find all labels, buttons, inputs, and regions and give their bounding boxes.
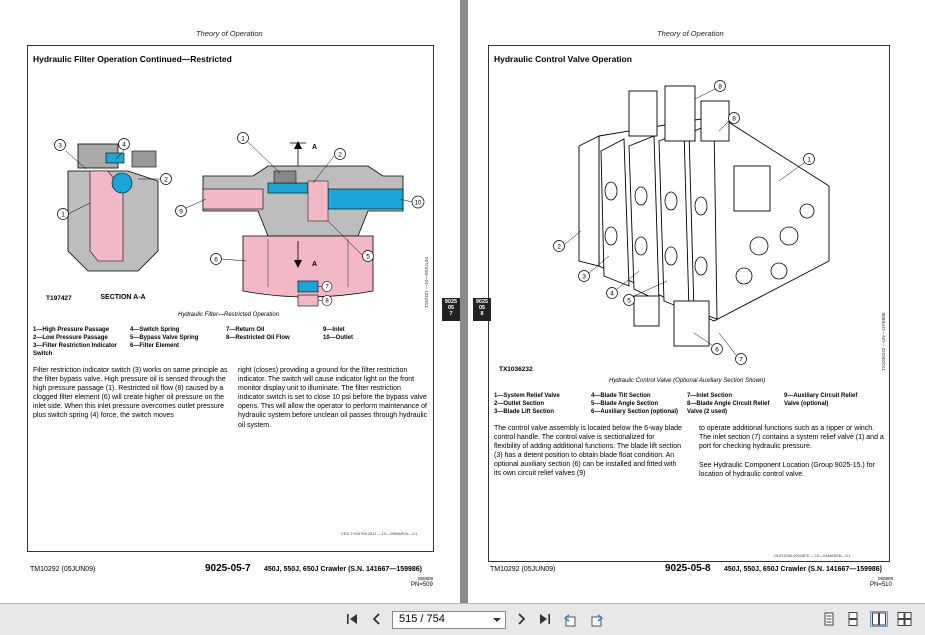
content-box — [488, 45, 890, 562]
first-page-button[interactable] — [344, 612, 360, 628]
legend-item: 5—Bypass Valve Spring — [130, 335, 199, 341]
legend-item: Valve (2 used) — [687, 409, 728, 415]
previous-page-button[interactable] — [369, 612, 385, 628]
go-forward-button[interactable] — [588, 612, 604, 628]
last-page-button[interactable] — [537, 612, 553, 628]
last-page-icon — [538, 612, 552, 626]
legend-col-1 — [494, 392, 560, 416]
legend-item: 9—Inlet — [323, 327, 345, 333]
body-text-col-1: The control valve assembly is located below the 6-way blade control handle. The control valve is sectionalized for flexibility of adding additional functions. The blade lift section (3) has a detent position to obtain blade float condition. An optional auxiliary section (6) can be installed and fitted with its own circuit relief valves (9) — [494, 425, 682, 478]
arrow-label: A — [312, 144, 318, 151]
callout-label: 1 — [807, 156, 811, 164]
footer-doc-id: TM10292 (05JUN09) — [30, 566, 96, 573]
callout-label: 8 — [732, 115, 736, 123]
body-text-col-2: right (closes) providing a ground for the filter restriction indicator. The switch will cause indicator light on the front monitor display unit to illuminate. The filter restriction indicator switch is set to close 10 psi before the bypass valve opens. This will allow the operator to perform maintenance of hydraulic system before unclean oil passes through hydraulic oil system. — [238, 367, 428, 429]
two-page-continuous-view-button[interactable] — [897, 612, 911, 626]
page-number-select[interactable] — [392, 611, 506, 629]
body-text-col-1: Filter restriction indicator switch (3) works on same principle as the filter bypass valve. High pressure oil is sensed through the high pressure passage (1). Restricted oil flow (8) caused by a clogged filter element (6) will create higher oil pressure on the inlet side. When this inlet pressure overcomes outlet pressure plus switch spring (4) force, the switch moves — [33, 367, 228, 420]
legend-item: 3—Blade Lift Section — [494, 409, 555, 415]
callout-label: 3 — [582, 273, 586, 281]
legend-col-1 — [33, 326, 117, 358]
page-gutter — [460, 0, 468, 603]
legend-item: 1—High Pressure Passage — [33, 327, 110, 333]
page-header: Theory of Operation — [657, 29, 724, 38]
figure-id: T197427 — [46, 295, 72, 302]
section-tab: 9025 05 8 — [473, 298, 491, 321]
callout-label: 3 — [58, 142, 62, 150]
callout-label: 4 — [610, 290, 614, 298]
back-view-icon — [563, 612, 579, 628]
callout-label: 2 — [557, 243, 561, 251]
legend-item: 9—Auxiliary Circuit Relief — [784, 393, 858, 399]
figure-vertical-code: T197427 —19—09JUL04 — [424, 256, 429, 308]
section-tab: 9025 05 7 — [442, 298, 460, 321]
valve-body-drawing — [579, 86, 829, 346]
footer-date-code: 060809 — [418, 576, 434, 581]
figure-vertical-code: TX1036232 —UN—11FEB08 — [881, 312, 886, 371]
single-page-view-button[interactable] — [822, 612, 836, 626]
footer-model: 450J, 550J, 650J Crawler (S.N. 141667—159986) — [264, 566, 423, 573]
chevron-left-icon — [370, 612, 384, 626]
legend-item: 4—Switch Spring — [130, 327, 180, 333]
legend-item: 2—Outlet Section — [494, 401, 545, 407]
two-page-view-button[interactable] — [870, 611, 888, 627]
hydraulic-filter-diagram — [28, 71, 433, 336]
legend-key: 8 — [325, 298, 329, 305]
legend-item: Valve (optional) — [784, 401, 829, 407]
legend-col-3 — [226, 326, 290, 342]
legend-item: 3—Filter Restriction Indicator — [33, 343, 118, 349]
legend-item: 7—Return Oil — [226, 327, 265, 333]
doc-code: CED,TX03769,2611 —19—09MAR04—1/1 — [341, 531, 418, 536]
legend-col-4 — [323, 326, 353, 342]
legend-key: 7 — [325, 284, 329, 291]
footer-pn: PN=510 — [870, 582, 892, 588]
callout-label: 1 — [241, 135, 245, 143]
figure-caption: Hydraulic Control Valve (Optional Auxiliary Section Shown) — [609, 378, 766, 384]
first-page-icon — [345, 612, 359, 626]
callout-label: 9 — [179, 208, 183, 216]
forward-view-icon — [588, 612, 604, 628]
legend-col-2 — [591, 392, 678, 416]
callout-label: 6 — [715, 346, 719, 354]
body-text-col-2b: See Hydraulic Component Location (Group 9025-15.) for location of hydraulic control valve. — [699, 462, 875, 479]
legend-item: 10—Outlet — [323, 335, 354, 341]
callout-label: 10 — [414, 200, 422, 207]
legend-item: 8—Restricted Oil Flow — [226, 335, 290, 341]
continuous-page-icon — [846, 612, 860, 626]
page-header: Theory of Operation — [196, 29, 263, 38]
callout-label: 2 — [164, 176, 168, 184]
two-page-continuous-icon — [897, 612, 913, 626]
footer-page-number: 9025-05-7 — [205, 563, 251, 574]
filter-head-drawing — [203, 166, 403, 297]
footer-page-number: 9025-05-8 — [665, 563, 711, 574]
footer-model: 450J, 550J, 650J Crawler (S.N. 141667—159986) — [724, 566, 883, 573]
go-back-button[interactable] — [563, 612, 579, 628]
footer-doc-id: TM10292 (05JUN09) — [490, 566, 556, 573]
figure-caption: Hydraulic Filter—Restricted Operation — [178, 312, 280, 318]
legend-item: 7—Inlet Section — [687, 393, 733, 399]
legend-item: 4—Blade Tilt Section — [591, 393, 651, 399]
footer-pn: PN=509 — [411, 582, 433, 588]
figure-id: TX1036232 — [499, 366, 533, 373]
legend-item: 5—Blade Angle Section — [591, 401, 659, 407]
viewer-toolbar — [0, 603, 925, 635]
chevron-down-icon — [493, 618, 501, 622]
single-page-icon — [822, 612, 836, 626]
legend-item: 2—Low Pressure Passage — [33, 335, 108, 341]
legend-col-3 — [687, 392, 769, 416]
section-title: Hydraulic Filter Operation Continued—Restricted — [33, 54, 232, 64]
callout-label: 7 — [739, 356, 743, 364]
doc-code: OUO1036,00018FD —19—04MAR08—1/1 — [774, 553, 851, 558]
callout-label: 5 — [366, 253, 370, 261]
footer-date-code: 060809 — [878, 576, 894, 581]
right-page — [468, 0, 925, 603]
page-number-value: 515 / 754 — [399, 613, 445, 625]
callout-label: 2 — [338, 151, 342, 159]
legend-item: 6—Filter Element — [130, 343, 180, 349]
two-page-icon — [871, 612, 887, 626]
callout-label: 1 — [61, 211, 65, 219]
section-title: Hydraulic Control Valve Operation — [494, 54, 632, 64]
legend-item: Switch — [33, 351, 53, 357]
body-text-col-2: to operate additional functions such as a ripper or winch. The inlet section (7) contains a system relief valve (1) and a port for checking hydraulic pressure. — [699, 425, 884, 451]
section-label: SECTION A-A — [100, 294, 146, 301]
legend-col-4 — [784, 392, 857, 408]
callout-label: 5 — [627, 297, 631, 305]
legend-item: 6—Auxiliary Section (optional) — [591, 409, 679, 415]
content-box — [27, 45, 434, 552]
left-page — [0, 0, 460, 603]
callout-label: 4 — [122, 141, 126, 149]
legend-col-2 — [130, 326, 198, 350]
arrow-label: A — [312, 261, 318, 268]
callout-label: 8 — [718, 83, 722, 91]
legend-item: 1—System Relief Valve — [494, 393, 560, 399]
callout-label: 6 — [214, 256, 218, 264]
continuous-view-button[interactable] — [846, 612, 860, 626]
control-valve-diagram — [489, 71, 889, 371]
chevron-right-icon — [514, 612, 528, 626]
next-page-button[interactable] — [513, 612, 529, 628]
legend-item: 8—Blade Angle Circuit Relief — [687, 401, 770, 407]
